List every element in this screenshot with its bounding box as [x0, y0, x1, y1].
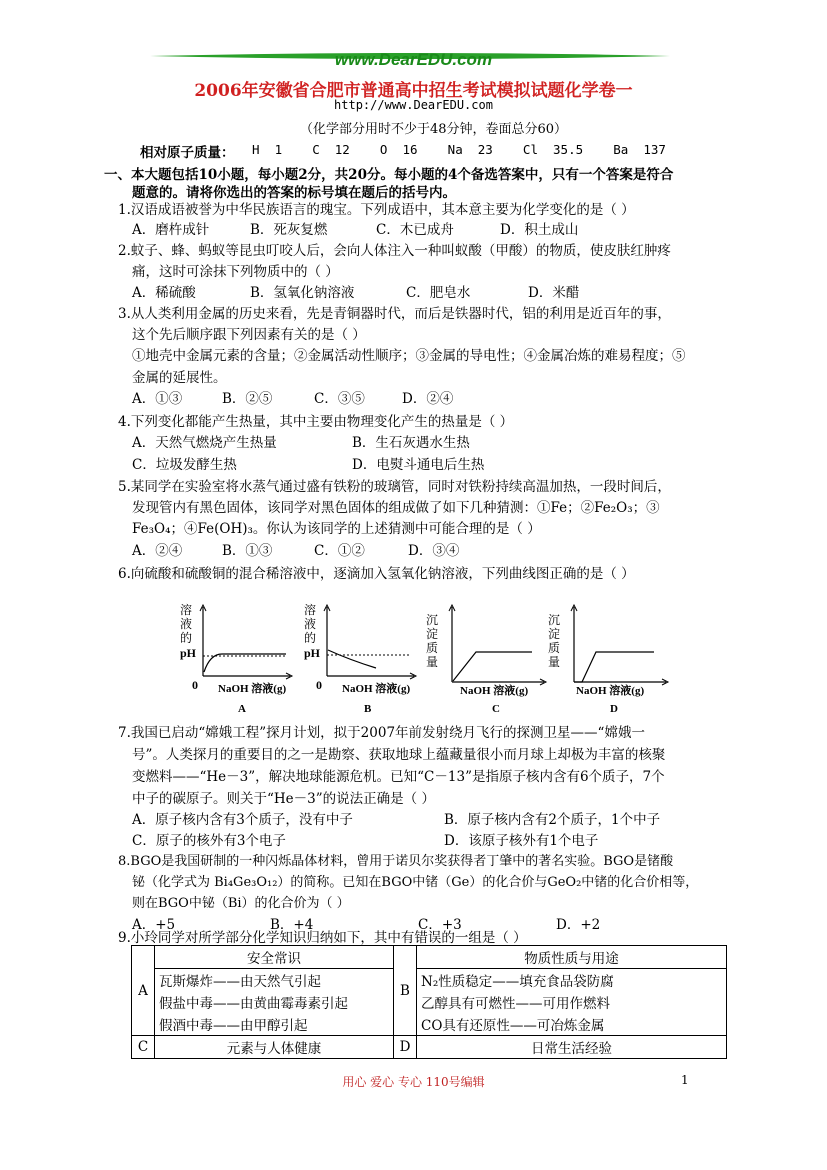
q9-cell-b-header: 物质性质与用途: [417, 946, 727, 969]
q7-option-b: B．原子核内含有2个质子，1个中子: [444, 812, 661, 828]
q4-stem: 4.下列变化都能产生热量，其中主要由物理变化产生的热量是（ ）: [118, 414, 514, 430]
q7-option-d: D．该原子核外有1个电子: [444, 833, 599, 849]
q4-option-b: B．生石灰遇水生热: [352, 435, 470, 451]
q3-option-b: B．②⑤: [222, 391, 273, 407]
graph-d-curve: [574, 652, 654, 682]
q2-option-d: D．米醋: [528, 285, 580, 301]
section-instruction-1: 一、本大题包括10小题，每小题2分，共20分。每小题的4个备选答案中，只有一个答案是符合: [104, 167, 674, 183]
graph-d-ylabel-0: 沉: [548, 613, 561, 627]
atomic-mass-label: 相对原子质量：: [140, 145, 235, 161]
graph-a-xlabel: NaOH 溶液(g): [218, 683, 287, 695]
graph-a-label: A: [238, 703, 246, 714]
q2-option-c: C．肥皂水: [406, 285, 471, 301]
graph-b-xlabel: NaOH 溶液(g): [342, 683, 411, 695]
q8-option-d: D．+2: [556, 917, 601, 933]
section-instruction-2: 题意的。请将你选出的答案的标号填在题后的括号内。: [132, 185, 456, 201]
graph-c-curve: [453, 652, 532, 681]
graph-b-label: B: [364, 703, 372, 714]
q5-stem-1: 5.某同学在实验室将水蒸气通过盛有铁粉的玻璃管，同时对铁粉持续高温加热，一段时间后，: [118, 479, 671, 495]
graph-a-ylabel-3: pH: [180, 646, 197, 660]
q9-stem: 9.小玲同学对所学部分化学知识归纳如下，其中有错误的一组是（ ）: [118, 930, 527, 946]
q2-stem-2: 痛，这时可涂抹下列物质中的（ ）: [132, 264, 339, 280]
graph-d-ylabel-3: 量: [548, 655, 561, 669]
q1-option-a: A．磨杵成针: [132, 222, 210, 238]
graph-c-label: C: [492, 703, 500, 714]
graph-d-xlabel: NaOH 溶液(g): [576, 685, 645, 697]
q4-option-a: A．天然气燃烧产生热量: [132, 435, 277, 451]
graph-c-ylabel-1: 淀: [426, 627, 439, 641]
q9-b-item-2: 乙醇具有可燃性——可用作燃料: [417, 991, 727, 1013]
q1-option-b: B．死灰复燃: [250, 222, 328, 238]
q2-stem-1: 2.蚊子、蜂、蚂蚁等昆虫叮咬人后，会向人体注入一种叫蚁酸（甲酸）的物质，使皮肤红肿疼: [118, 243, 671, 259]
q7-stem-4: 中子的碳原子。则关于“He－3”的说法正确是（ ）: [132, 791, 435, 807]
q3-option-a: A．①③: [132, 391, 183, 407]
q5-option-c: C．①②: [314, 543, 365, 559]
graph-c-ylabel-3: 量: [426, 655, 439, 669]
graph-c-xlabel: NaOH 溶液(g): [460, 685, 529, 697]
q3-stem-4: 金属的延展性。: [132, 370, 227, 386]
q9-cell-a-header: 安全常识: [155, 946, 394, 969]
q6-graph-d: [546, 602, 670, 714]
q8-stem-1: 8.BGO是我国研制的一种闪烁晶体材料，曾用于诺贝尔奖获得者丁肇中的著名实验。BGO是锗酸: [118, 854, 674, 869]
graph-d-label: D: [610, 703, 618, 714]
q3-option-d: D．②④: [402, 391, 454, 407]
q4-option-c: C．垃圾发酵生热: [132, 457, 237, 473]
q6-graph-c: [424, 602, 548, 714]
q3-stem-1: 3.从人类利用金属的历史来看，先是青铜器时代，而后是铁器时代，铝的利用是近百年的事，: [118, 306, 671, 322]
graph-b-ylabel-3: pH: [304, 646, 321, 660]
q9-table: [131, 945, 727, 1059]
graph-d-ylabel-1: 淀: [548, 627, 561, 641]
q8-stem-3: 则在BGO中铋（Bi）的化合价为（ ）: [132, 896, 350, 911]
q9-cell-a-label: A: [132, 946, 155, 1036]
q6-graph-a: [176, 602, 296, 714]
graph-b-ylabel-2: 的: [304, 631, 317, 645]
q9-b-item-3: CO具有还原性——可冶炼金属: [417, 1013, 727, 1036]
q7-stem-1: 7.我国已启动“嫦娥工程”探月计划，拟于2007年前发射绕月飞行的探测卫星——“嫦娥一: [118, 725, 645, 741]
site-logo: www.DearEDU.com: [334, 50, 493, 69]
graph-a-ylabel-0: 溶: [180, 603, 193, 617]
q9-b-item-1: N₂性质稳定——填充食品袋防腐: [417, 969, 727, 992]
exam-note: （化学部分用时不少于48分钟，卷面总分60）: [299, 122, 568, 137]
q9-cell-c-label: C: [132, 1036, 155, 1059]
graph-a-origin: 0: [192, 678, 198, 692]
atomic-mass-values: H 1 C 12 O 16 Na 23 Cl 35.5 Ba 137: [252, 142, 666, 157]
graph-a-ylabel-2: 的: [180, 631, 193, 645]
q9-cell-d-header: 日常生活经验: [417, 1036, 727, 1059]
footer-credit: 用心 爱心 专心 110号编辑: [342, 1075, 485, 1089]
q5-stem-2: 发现管内有黑色固体，该同学对黑色固体的组成做了如下几种猜测：①Fe；②Fe₂O₃；③: [132, 500, 660, 516]
q5-option-b: B．①③: [222, 543, 273, 559]
q2-option-a: A．稀硫酸: [132, 285, 196, 301]
q3-stem-3: ①地壳中金属元素的含量；②金属活动性顺序；③金属的导电性；④金属冶炼的难易程度；⑤: [132, 348, 686, 364]
q9-a-item-1: 瓦斯爆炸——由天然气引起: [155, 969, 394, 992]
q9-a-item-2: 假盐中毒——由黄曲霉毒素引起: [155, 991, 394, 1013]
q7-stem-2: 号”。人类探月的重要目的之一是勘察、获取地球上蕴藏量很小而月球上却极为丰富的核聚: [132, 747, 666, 763]
q2-option-b: B．氢氧化钠溶液: [250, 285, 355, 301]
q3-stem-2: 这个先后顺序跟下列因素有关的是（ ）: [132, 327, 366, 343]
graph-b-origin: 0: [316, 678, 322, 692]
q1-option-d: D．积土成山: [500, 222, 579, 238]
q3-option-c: C．③⑤: [314, 391, 365, 407]
q8-stem-2: 铋（化学式为 Bi₄Ge₃O₁₂）的简称。已知在BGO中锗（Ge）的化合价与GeO₂中锗的化合价相等，: [132, 875, 699, 890]
q9-a-item-3: 假酒中毒——由甲醇引起: [155, 1013, 394, 1036]
q8-option-a: A．+5: [132, 917, 176, 933]
q5-stem-3: Fe₃O₄；④Fe(OH)₃。你认为该同学的上述猜测中可能合理的是（ ）: [132, 521, 541, 537]
q8-option-b: B．+4: [270, 917, 314, 933]
q9-cell-b-label: B: [394, 946, 417, 1036]
graph-b-curve: [328, 650, 376, 668]
graph-d-ylabel-2: 质: [548, 641, 561, 655]
q8-option-c: C．+3: [418, 917, 462, 933]
graph-c-ylabel-0: 沉: [426, 613, 439, 627]
page-number: 1: [681, 1073, 689, 1087]
graph-a-ylabel-1: 液: [180, 617, 193, 631]
q9-cell-d-label: D: [394, 1036, 417, 1059]
q1-option-c: C．木已成舟: [376, 222, 454, 238]
page-title: 2006年安徽省合肥市普通高中招生考试模拟试题化学卷一: [194, 81, 633, 101]
q9-cell-c-header: 元素与人体健康: [155, 1036, 394, 1059]
graph-c-ylabel-2: 质: [426, 641, 439, 655]
q7-option-c: C．原子的核外有3个电子: [132, 833, 286, 849]
q1-stem: 1.汉语成语被誉为中华民族语言的瑰宝。下列成语中，其本意主要为化学变化的是（ ）: [118, 202, 635, 218]
q7-stem-3: 变燃料——“He－3”，解决地球能源危机。已知“C－13”是指原子核内含有6个质子，7个: [132, 769, 665, 785]
graph-b-ylabel-1: 液: [304, 617, 317, 631]
q7-option-a: A．原子核内含有3个质子，没有中子: [132, 812, 353, 828]
graph-b-ylabel-0: 溶: [304, 603, 317, 617]
graph-a-curve: [204, 654, 286, 672]
source-url: http://www.DearEDU.com: [334, 98, 493, 112]
q5-option-a: A．②④: [132, 543, 183, 559]
q6-graph-b: [300, 602, 420, 714]
q4-option-d: D．电熨斗通电后生热: [352, 457, 485, 473]
q6-stem: 6.向硫酸和硫酸铜的混合稀溶液中，逐滴加入氢氧化钠溶液，下列曲线图正确的是（ ）: [118, 566, 635, 582]
q5-option-d: D．③④: [408, 543, 460, 559]
